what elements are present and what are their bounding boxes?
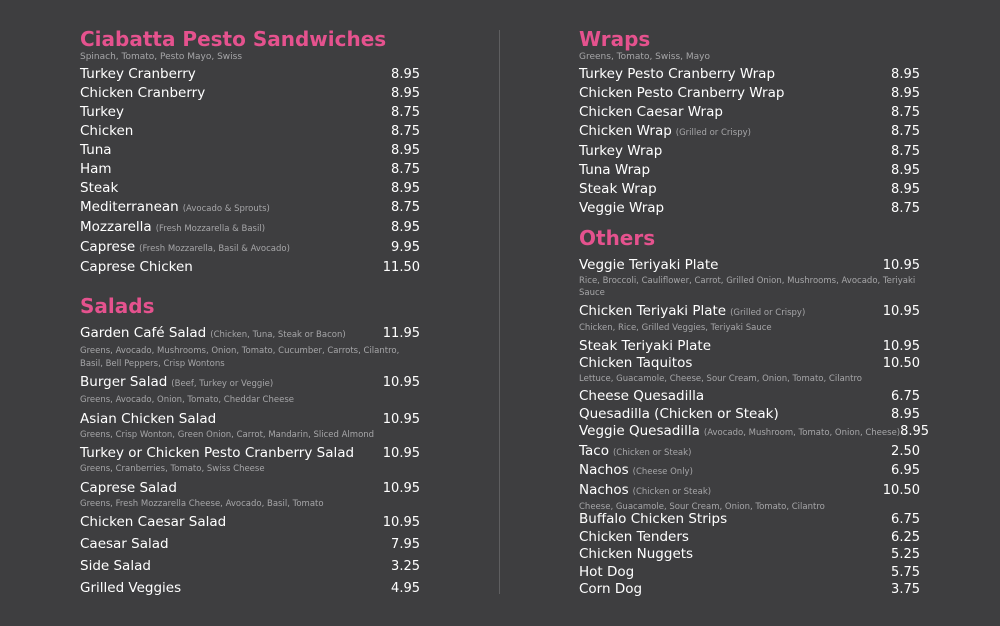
- menu-item-name-text: Veggie Quesadilla: [579, 423, 700, 439]
- menu-item-name: [579, 142, 662, 160]
- menu-item-row: [80, 579, 420, 598]
- menu-item: [80, 535, 420, 554]
- menu-item-name: [579, 355, 692, 373]
- menu-item-note: (Avocado, Mushroom, Tomato, Onion, Cheese): [703, 428, 901, 438]
- menu-item: [579, 388, 920, 406]
- menu-item-name-text: Chicken Cranberry: [80, 85, 206, 101]
- menu-item-name: [579, 581, 642, 599]
- section-title: Others: [579, 226, 656, 250]
- menu-item-name: [579, 482, 711, 502]
- menu-item: [579, 142, 920, 161]
- menu-item-price: 9.95: [391, 240, 420, 255]
- menu-item-name: [579, 84, 784, 102]
- menu-item-price: 8.95: [891, 406, 920, 422]
- menu-item-name: [579, 423, 900, 443]
- menu-item-name-text: Chicken Wrap: [579, 123, 672, 139]
- menu-item: [579, 564, 920, 582]
- menu-item-name-text: Steak: [80, 180, 119, 196]
- section-others-sides: [579, 511, 920, 599]
- menu-item: [579, 122, 920, 142]
- menu-item-price: 8.75: [891, 201, 920, 216]
- menu-item-name: [579, 564, 634, 582]
- menu-item-name-text: Caesar Salad: [80, 536, 169, 552]
- menu-item-name: [80, 160, 112, 178]
- menu-item-name: [80, 444, 354, 463]
- menu-item-name: [579, 546, 693, 564]
- menu-item-name-text: Nachos: [579, 462, 629, 478]
- menu-item-name-text: Quesadilla (Chicken or Steak): [579, 405, 779, 422]
- menu-item-name: [80, 373, 273, 394]
- menu-item-name: [80, 218, 265, 238]
- menu-item: [80, 410, 420, 442]
- menu-item-description: Greens, Crisp Wonton, Green Onion, Carrot, Mandarin, Sliced Almond: [80, 429, 375, 440]
- menu-item: [80, 513, 420, 532]
- section-salads: [80, 294, 420, 601]
- item-list: [80, 324, 420, 598]
- menu-item-description: Greens, Fresh Mozzarella Cheese, Avocado, Basil, Tomato: [80, 498, 324, 509]
- menu-item-name: [579, 338, 711, 356]
- menu-item: [579, 482, 920, 514]
- menu-item-row: [80, 84, 420, 103]
- menu-item-price: 10.50: [882, 482, 920, 498]
- menu-item-description: Rice, Broccoli, Cauliflower, Carrot, Grilled Onion, Mushrooms, Avocado, Teriyaki Sauce: [579, 275, 916, 298]
- menu-item-name: [80, 122, 133, 140]
- menu-item: [80, 579, 420, 598]
- menu-item-row: [579, 443, 920, 463]
- menu-item-row: [579, 122, 920, 142]
- menu-item-description: Greens, Cranberries, Tomato, Swiss Cheese: [80, 464, 265, 474]
- menu-item: [579, 462, 920, 482]
- menu-item-name-text: Caprese Salad: [80, 479, 177, 496]
- menu-item-row: [80, 103, 420, 122]
- menu-item-note: (Avocado & Sprouts): [182, 204, 270, 214]
- menu-item-description: Greens, Avocado, Mushrooms, Onion, Tomato, Cucumber, Carrots, Cilantro, Basil, Bell Peppers, Crisp Wontons: [80, 346, 400, 369]
- menu-item-price: 8.95: [391, 67, 420, 82]
- item-list: [579, 65, 920, 218]
- menu-item-row: [80, 198, 420, 218]
- menu-item-note: (Chicken or Steak): [612, 447, 692, 458]
- menu-item-name: [579, 406, 779, 424]
- menu-item-name: [579, 65, 775, 83]
- menu-item-name: [80, 410, 216, 429]
- menu-item: [579, 546, 920, 564]
- menu-item-name: [579, 303, 805, 323]
- menu-item-row: [80, 373, 420, 394]
- menu-item: [80, 122, 420, 141]
- menu-item-name: [80, 324, 346, 345]
- menu-item-name: [579, 180, 657, 198]
- menu-item-name-text: Chicken Caesar Wrap: [579, 104, 723, 120]
- menu-item-price: 8.75: [891, 105, 920, 120]
- menu-item-price: 8.75: [391, 105, 420, 120]
- menu-item-name-text: Veggie Teriyaki Plate: [579, 257, 719, 273]
- menu-item-name-text: Chicken Nuggets: [579, 546, 694, 562]
- menu-item-name-text: Chicken Teriyaki Plate: [579, 302, 727, 319]
- menu-item-price: 10.95: [882, 338, 920, 354]
- menu-item-row: [80, 218, 420, 238]
- item-list: [579, 511, 920, 599]
- section-title: Salads: [80, 294, 155, 318]
- menu-item-name: [80, 84, 205, 102]
- menu-item-name: [80, 535, 169, 554]
- menu-item-name-text: Nachos: [579, 481, 629, 498]
- menu-item-price: 10.95: [382, 515, 420, 530]
- menu-item-price: 10.95: [382, 480, 420, 496]
- menu-item-name-text: Buffalo Chicken Strips: [579, 511, 728, 527]
- menu-item-name: [579, 257, 718, 275]
- menu-item-row: [579, 423, 930, 443]
- menu-item-name: [579, 122, 751, 142]
- menu-item-name: [80, 513, 226, 532]
- menu-item-name: [80, 579, 181, 598]
- menu-item-price: 6.75: [891, 389, 920, 404]
- menu-item-name: [80, 238, 290, 258]
- menu-item-row: [80, 513, 420, 532]
- section-title: Ciabatta Pesto Sandwiches: [80, 27, 387, 51]
- menu-item: [579, 338, 920, 356]
- menu-item: [579, 529, 920, 547]
- menu-item: [80, 324, 420, 370]
- menu-item: [80, 557, 420, 576]
- menu-item-name: [80, 103, 124, 121]
- menu-item-price: 10.95: [882, 258, 920, 273]
- menu-item-name-text: Mozzarella: [80, 219, 152, 235]
- menu-item-name-text: Chicken Tenders: [579, 528, 689, 545]
- menu-item-price: 10.95: [882, 303, 920, 319]
- menu-item-price: 8.95: [891, 86, 920, 101]
- menu-item-name: [80, 141, 112, 159]
- menu-item-name: [80, 198, 270, 218]
- menu-item: [80, 141, 420, 160]
- menu-item-name: [80, 557, 151, 576]
- menu-item-row: [80, 258, 420, 277]
- section-description: Spinach, Tomato, Pesto Mayo, Swiss: [80, 52, 243, 62]
- menu-item-name-text: Taco: [579, 442, 609, 459]
- menu-item-price: 2.50: [891, 443, 920, 459]
- menu-item-description: Greens, Avocado, Onion, Tomato, Cheddar Cheese: [80, 395, 294, 405]
- menu-item-name-text: Caprese Chicken: [80, 259, 193, 275]
- menu-item-name: [579, 199, 664, 217]
- menu-item: [80, 258, 420, 277]
- section-sandwiches: [80, 27, 420, 277]
- menu-item-row: [80, 179, 420, 198]
- menu-item-row: [80, 324, 420, 345]
- menu-item-price: 5.25: [891, 547, 920, 562]
- menu-item-name-text: Turkey Wrap: [579, 143, 663, 159]
- menu-item-note: (Cheese Only): [632, 467, 693, 477]
- column-divider: [499, 30, 500, 594]
- menu-item-name-text: Steak Teriyaki Plate: [579, 337, 711, 354]
- menu-item-name: [80, 65, 196, 83]
- menu-item-name-text: Tuna: [80, 142, 112, 158]
- menu-item-note: (Fresh Mozzarella, Basil & Avocado): [139, 244, 290, 254]
- menu-item-price: 6.95: [891, 463, 920, 478]
- menu-item-price: 10.95: [382, 446, 420, 461]
- menu-item-row: [80, 122, 420, 141]
- menu-item-row: [579, 482, 920, 502]
- menu-item-row: [579, 529, 920, 547]
- menu-item-name-text: Caprese: [80, 239, 136, 255]
- menu-item-price: 8.95: [391, 181, 420, 196]
- menu-item: [579, 443, 920, 463]
- menu-item-row: [579, 257, 920, 275]
- menu-item-row: [579, 546, 920, 564]
- menu-item-description: Chicken, Rice, Grilled Veggies, Teriyaki Sauce: [579, 323, 772, 333]
- menu-item-name-text: Mediterranean: [80, 199, 179, 215]
- menu-item-price: 8.95: [391, 143, 420, 158]
- menu-item-row: [579, 406, 920, 424]
- menu-item-name: [579, 462, 693, 482]
- menu-item-name-text: Chicken Pesto Cranberry Wrap: [579, 85, 785, 101]
- menu-item: [80, 479, 420, 511]
- menu-item: [80, 218, 420, 238]
- menu-item-price: 8.95: [891, 67, 920, 82]
- menu-item-price: 10.50: [882, 356, 920, 371]
- menu-item-row: [579, 303, 920, 323]
- menu-item-name-text: Garden Café Salad: [80, 325, 207, 341]
- menu-item-row: [579, 84, 920, 103]
- menu-item-row: [80, 479, 420, 498]
- menu-item: [579, 406, 920, 424]
- menu-item-price: 8.75: [391, 124, 420, 139]
- menu-item-row: [579, 65, 920, 84]
- menu-item-price: 8.95: [891, 182, 920, 197]
- menu-item-name-text: Chicken: [80, 123, 134, 139]
- menu-item: [80, 238, 420, 258]
- menu-item: [80, 198, 420, 218]
- menu-item-note: (Chicken, Tuna, Steak or Bacon): [210, 330, 346, 340]
- menu-item-price: 11.50: [382, 260, 420, 275]
- menu-item-name-text: Side Salad: [80, 558, 151, 574]
- menu-item: [579, 511, 920, 529]
- menu-item-price: 11.95: [382, 326, 420, 341]
- menu-item-price: 7.95: [391, 537, 420, 552]
- menu-item-name-text: Turkey: [80, 104, 124, 120]
- menu-item-row: [80, 160, 420, 179]
- menu-item-price: 8.95: [891, 163, 920, 178]
- menu-item-price: 8.75: [891, 144, 920, 159]
- menu-item-name-text: Hot Dog: [579, 563, 635, 580]
- menu-item-row: [579, 180, 920, 199]
- menu-item-name-text: Veggie Wrap: [579, 200, 665, 216]
- menu-item-name: [80, 258, 193, 276]
- menu-item-name: [579, 511, 727, 529]
- menu-item-row: [579, 103, 920, 122]
- menu-item-row: [80, 535, 420, 554]
- menu-item-name-text: Asian Chicken Salad: [80, 410, 217, 427]
- menu-item-name: [579, 103, 723, 121]
- section-others: [579, 226, 930, 517]
- menu-item-name-text: Tuna Wrap: [579, 162, 651, 178]
- menu-item-name: [579, 388, 704, 406]
- menu-item-row: [80, 141, 420, 160]
- menu-item-row: [80, 410, 420, 429]
- menu-item-row: [579, 161, 920, 180]
- menu-item-name-text: Cheese Quesadilla: [579, 388, 705, 404]
- menu-item-description: Cheese, Guacamole, Sour Cream, Onion, Tomato, Cilantro: [579, 502, 825, 512]
- menu-item: [80, 160, 420, 179]
- menu-item-name: [80, 179, 118, 197]
- menu-item-price: 8.95: [391, 220, 420, 235]
- menu-item: [80, 373, 420, 407]
- menu-item-name: [579, 443, 691, 463]
- menu-item: [579, 103, 920, 122]
- menu-item-price: 3.25: [391, 559, 420, 574]
- menu-item-price: 8.95: [391, 86, 420, 101]
- menu-item-row: [80, 65, 420, 84]
- menu-item-name-text: Grilled Veggies: [80, 580, 182, 596]
- menu-item-row: [579, 199, 920, 218]
- menu-item-row: [579, 511, 920, 529]
- item-list: [80, 65, 420, 277]
- menu-item: [579, 84, 920, 103]
- menu-item-note: (Fresh Mozzarella & Basil): [155, 224, 266, 234]
- menu-item: [579, 423, 930, 443]
- menu-item: [579, 161, 920, 180]
- menu-item: [579, 303, 920, 335]
- menu-item-row: [80, 557, 420, 576]
- menu-item-row: [579, 338, 920, 356]
- section-description: Greens, Tomato, Swiss, Mayo: [579, 52, 710, 62]
- menu-item: [579, 65, 920, 84]
- menu-item-row: [579, 462, 920, 482]
- menu-item-price: 5.75: [891, 564, 920, 580]
- item-list: [579, 257, 930, 514]
- menu-item-name-text: Burger Salad: [80, 374, 168, 390]
- menu-item-price: 6.75: [891, 512, 920, 527]
- menu-item-price: 8.75: [891, 124, 920, 139]
- menu-item-name-text: Chicken Taquitos: [579, 355, 693, 371]
- menu-item-name: [579, 161, 650, 179]
- menu-item-price: 6.25: [891, 529, 920, 545]
- section-title: Wraps: [579, 27, 651, 51]
- menu-item-name: [579, 529, 689, 547]
- menu-item-price: 4.95: [391, 581, 420, 596]
- menu-item-price: 8.75: [391, 162, 420, 177]
- menu-item-price: 10.95: [382, 375, 420, 390]
- menu-item-name-text: Turkey Cranberry: [80, 66, 196, 82]
- menu-item-name-text: Turkey or Chicken Pesto Cranberry Salad: [80, 445, 355, 461]
- menu-item-row: [579, 355, 920, 373]
- menu-item: [80, 84, 420, 103]
- menu-item: [80, 65, 420, 84]
- menu-item: [579, 581, 920, 599]
- menu-item-price: 8.75: [391, 200, 420, 215]
- section-wraps: [579, 27, 920, 218]
- menu-item: [80, 444, 420, 476]
- menu-item-note: (Beef, Turkey or Veggie): [171, 379, 274, 389]
- menu-item-row: [579, 388, 920, 406]
- menu-item-name-text: Turkey Pesto Cranberry Wrap: [579, 66, 776, 82]
- menu-item: [80, 179, 420, 198]
- menu-item: [579, 180, 920, 199]
- menu-item-row: [80, 444, 420, 463]
- menu-item-name-text: Steak Wrap: [579, 181, 657, 197]
- menu-item-price: 10.95: [382, 411, 420, 427]
- menu-item-name-text: Ham: [80, 161, 112, 177]
- menu-item-name-text: Corn Dog: [579, 581, 643, 597]
- menu-item: [579, 355, 920, 385]
- menu-item-name-text: Chicken Caesar Salad: [80, 514, 227, 530]
- menu-item: [579, 257, 920, 300]
- menu-item-note: (Grilled or Crispy): [730, 307, 806, 318]
- menu-item-description: Lettuce, Guacamole, Cheese, Sour Cream, Onion, Tomato, Cilantro: [579, 373, 863, 384]
- menu-item: [80, 103, 420, 122]
- menu-item-price: 8.95: [900, 424, 930, 439]
- menu-item-note: (Chicken or Steak): [632, 486, 712, 497]
- menu-item-row: [80, 238, 420, 258]
- menu-item-note: (Grilled or Crispy): [675, 128, 751, 138]
- menu-item: [579, 199, 920, 218]
- menu-item-name: [80, 479, 177, 498]
- menu-item-price: 3.75: [891, 582, 920, 597]
- menu-item-row: [579, 581, 920, 599]
- menu-item-row: [579, 564, 920, 582]
- menu-item-row: [579, 142, 920, 161]
